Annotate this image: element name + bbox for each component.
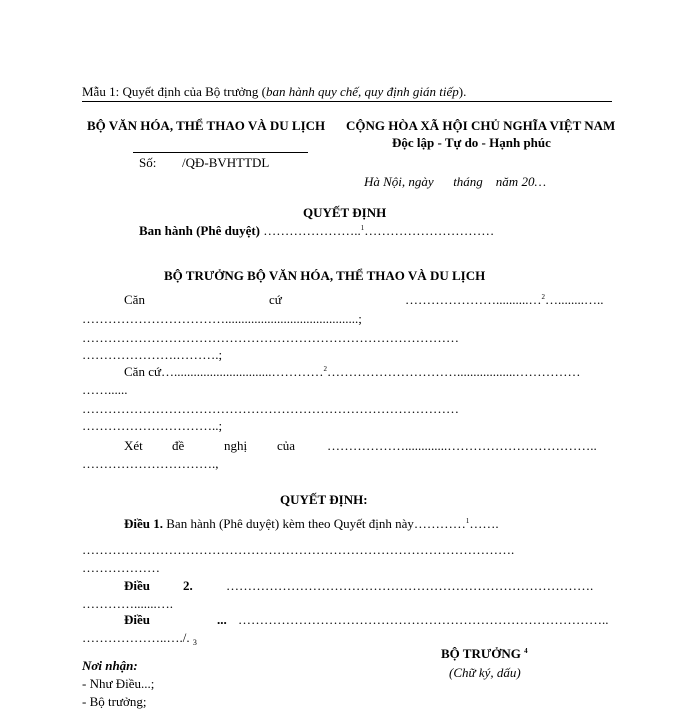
article2-label: Điều bbox=[124, 578, 150, 593]
document-title: QUYẾT ĐỊNH bbox=[303, 205, 387, 220]
consider-w3: nghị bbox=[224, 438, 248, 453]
basis1-line2: …………………………….........................................; bbox=[82, 311, 362, 326]
ministry-name: BỘ VĂN HÓA, THỂ THAO VÀ DU LỊCH bbox=[87, 118, 326, 133]
article2-number: 2. bbox=[183, 578, 193, 593]
article3-dots: ………………………………………………………………………….. bbox=[238, 612, 609, 627]
recipients-item-2: - Bộ trưởng; bbox=[82, 694, 147, 709]
place-date: Hà Nội, ngày tháng năm 20… bbox=[364, 174, 546, 189]
basis1-word2: cứ bbox=[269, 292, 282, 307]
authority-heading: BỘ TRƯỞNG BỘ VĂN HÓA, THỂ THAO VÀ DU LỊCH bbox=[164, 268, 486, 283]
article3-number: ... bbox=[217, 612, 227, 627]
basis1-word1: Căn bbox=[124, 292, 145, 307]
signature-title: BỘ TRƯỞNG $^4$ bbox=[441, 646, 528, 661]
basis2-line4: …………………………..; bbox=[82, 418, 223, 433]
article2-dots: …………………………………………………………………………. bbox=[226, 578, 594, 593]
basis1-line3: …………………………………………………………………………… bbox=[82, 330, 459, 345]
article1-line3: ……………… bbox=[82, 560, 160, 575]
decision-heading: QUYẾT ĐỊNH: bbox=[280, 492, 368, 507]
article1-line2: ………………………………………………………………………………………. bbox=[82, 542, 515, 557]
consider-dots: ……………….............…………………………….. bbox=[327, 438, 597, 453]
consider-w1: Xét bbox=[124, 438, 143, 453]
caption-underline bbox=[82, 101, 612, 102]
national-motto: Độc lập - Tự do - Hạnh phúc bbox=[392, 135, 551, 150]
basis2-line2: ……...... bbox=[82, 382, 128, 397]
republic-name: CỘNG HÒA XÃ HỘI CHỦ NGHĨA VIỆT NAM bbox=[346, 118, 616, 133]
article2-line2: ………….......…. bbox=[82, 596, 173, 611]
article3-label: Điều bbox=[124, 612, 150, 627]
article1-line1: Điều 1. Ban hành (Phê duyệt) kèm theo Quyết định này…………$^1$……. bbox=[124, 516, 499, 531]
document-number-suffix: /QĐ-BVHTTDL bbox=[182, 155, 270, 170]
consider-w4: của bbox=[277, 438, 296, 453]
document-subtitle: Ban hành (Phê duyệt) …………………..$^1$………………………… bbox=[139, 223, 495, 238]
basis2-line3: …………………………………………………………………………… bbox=[82, 401, 459, 416]
basis2-line1: Căn cứ…..............................…………$^2$…………………………..................…………… bbox=[124, 364, 581, 379]
template-caption: Mẫu 1: Quyết định của Bộ trưởng (ban hành quy chế, quy định gián tiếp). bbox=[82, 84, 467, 99]
basis1-line4: ………………….……….; bbox=[82, 347, 223, 362]
recipients-item-1: - Như Điều...; bbox=[82, 676, 155, 691]
article3-line2: ………………..…./. $_3$ bbox=[82, 630, 197, 647]
recipients-title: Nơi nhận: bbox=[82, 658, 138, 673]
basis1-dots: …………………..........…$^2$…........….. bbox=[405, 292, 604, 307]
signature-hint: (Chữ ký, dấu) bbox=[449, 665, 521, 680]
consider-line2: …………………………., bbox=[82, 456, 219, 471]
ministry-underline bbox=[133, 152, 308, 153]
consider-w2: đề bbox=[172, 438, 185, 453]
document-number-label: Số: bbox=[139, 155, 157, 170]
